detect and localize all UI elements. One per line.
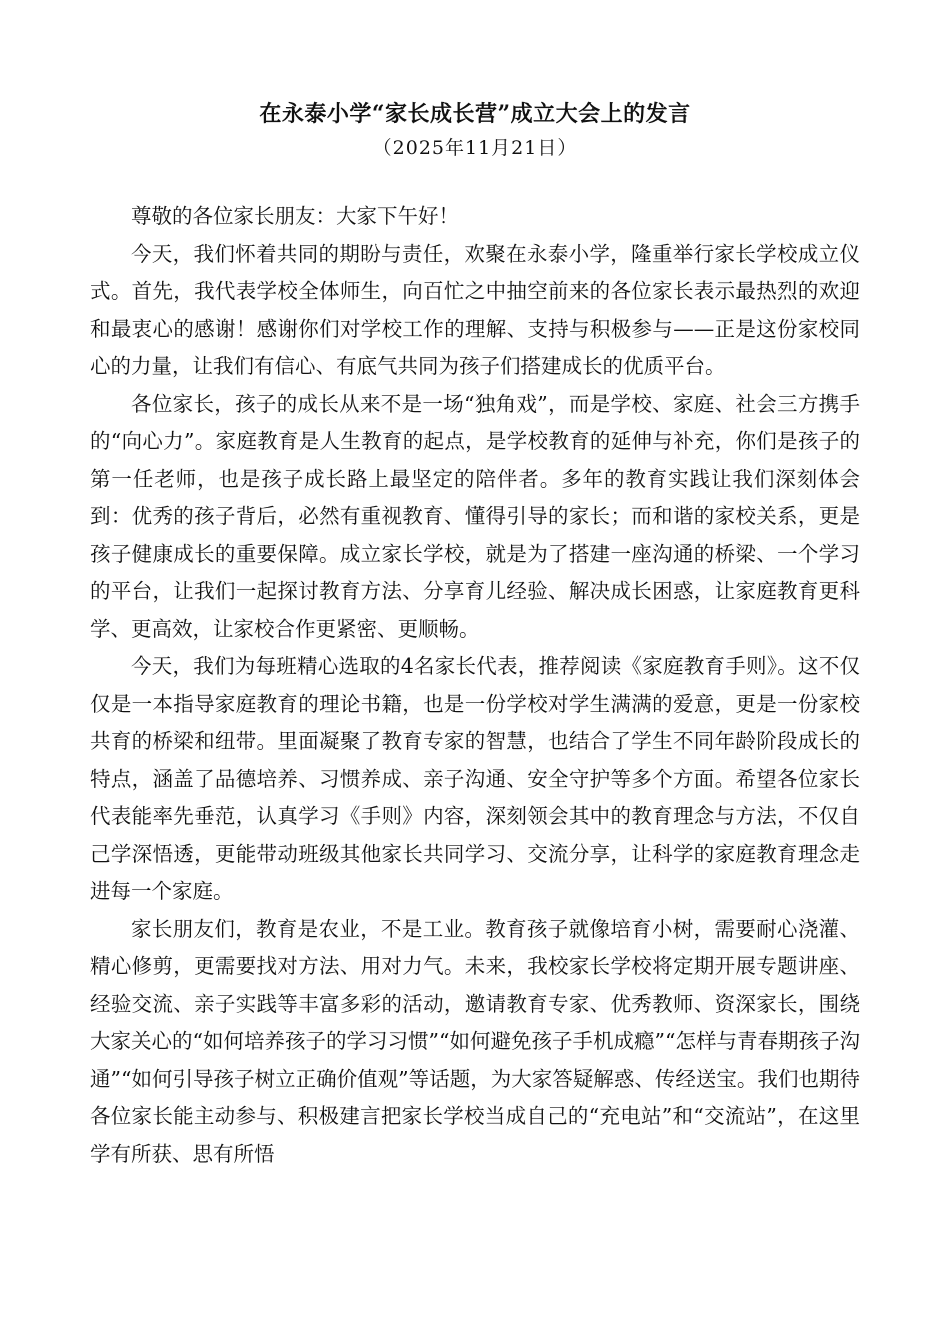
document-date: （2025年11月21日） [372,137,578,159]
paragraph: 各位家长，孩子的成长从来不是一场“独角戏”，而是学校、家庭、社会三方携手的“向心力”。家庭教育是人生教育的起点，是学校教育的延伸与补充，你们是孩子的第一任老师，也是孩子成长路上最坚定的陪伴者。多年的教育实践让我们深刻体会到：优秀的孩子背后，必然有重视教育、懂得引导的家长；而和谐的家校关系，更是孩子健康成长的重要保障。成立家长学校，就是为了搭建一座沟通的桥梁、一个学习的平台，让我们一起探讨教育方法、分享育儿经验、解决成长困惑，让家庭教育更科学、更高效，让家校合作更紧密、更顺畅。 [90,391,860,641]
paragraph: 今天，我们为每班精心选取的4名家长代表，推荐阅读《家庭教育手则》。这不仅仅是一本指导家庭教育的理论书籍，也是一份学校对学生满满的爱意，更是一份家校共育的桥梁和纽带。里面凝聚了教育专家的智慧，也结合了学生不同年龄阶段成长的特点，涵盖了品德培养、习惯养成、亲子沟通、安全守护等多个方面。希望各位家长代表能率先垂范，认真学习《手则》内容，深刻领会其中的教育理念与方法，不仅自己学深悟透，更能带动班级其他家长共同学习、交流分享，让科学的家庭教育理念走进每一个家庭。 [90,654,860,903]
paragraph: 家长朋友们，教育是农业，不是工业。教育孩子就像培育小树，需要耐心浇灌、精心修剪，更需要找对方法、用对力气。未来，我校家长学校将定期开展专题讲座、经验交流、亲子实践等丰富多彩的活动，邀请教育专家、优秀教师、资深家长，围绕大家关心的“如何培养孩子的学习习惯”“如何避免孩子手机成瘾”“怎样与青春期孩子沟通”“如何引导孩子树立正确价值观”等话题，为大家答疑解惑、传经送宝。我们也期待各位家长能主动参与、积极建言把家长学校当成自己的“充电站”和“交流站”，在这里学有所获、思有所悟 [90,916,860,1166]
paragraph-greeting: 尊敬的各位家长朋友：大家下午好！ [131,204,459,228]
paragraph: 今天，我们怀着共同的期盼与责任，欢聚在永泰小学，隆重举行家长学校成立仪式。首先，我代表学校全体师生，向百忙之中抽空前来的各位家长表示最热烈的欢迎和最衷心的感谢！感谢你们对学校工作的理解、支持与积极参与——正是这份家校同心的力量，让我们有信心、有底气共同为孩子们搭建成长的优质平台。 [90,241,860,378]
document-body [90,198,860,1173]
document-title: 在永泰小学“家长成长营”成立大会上的发言 [259,101,691,127]
